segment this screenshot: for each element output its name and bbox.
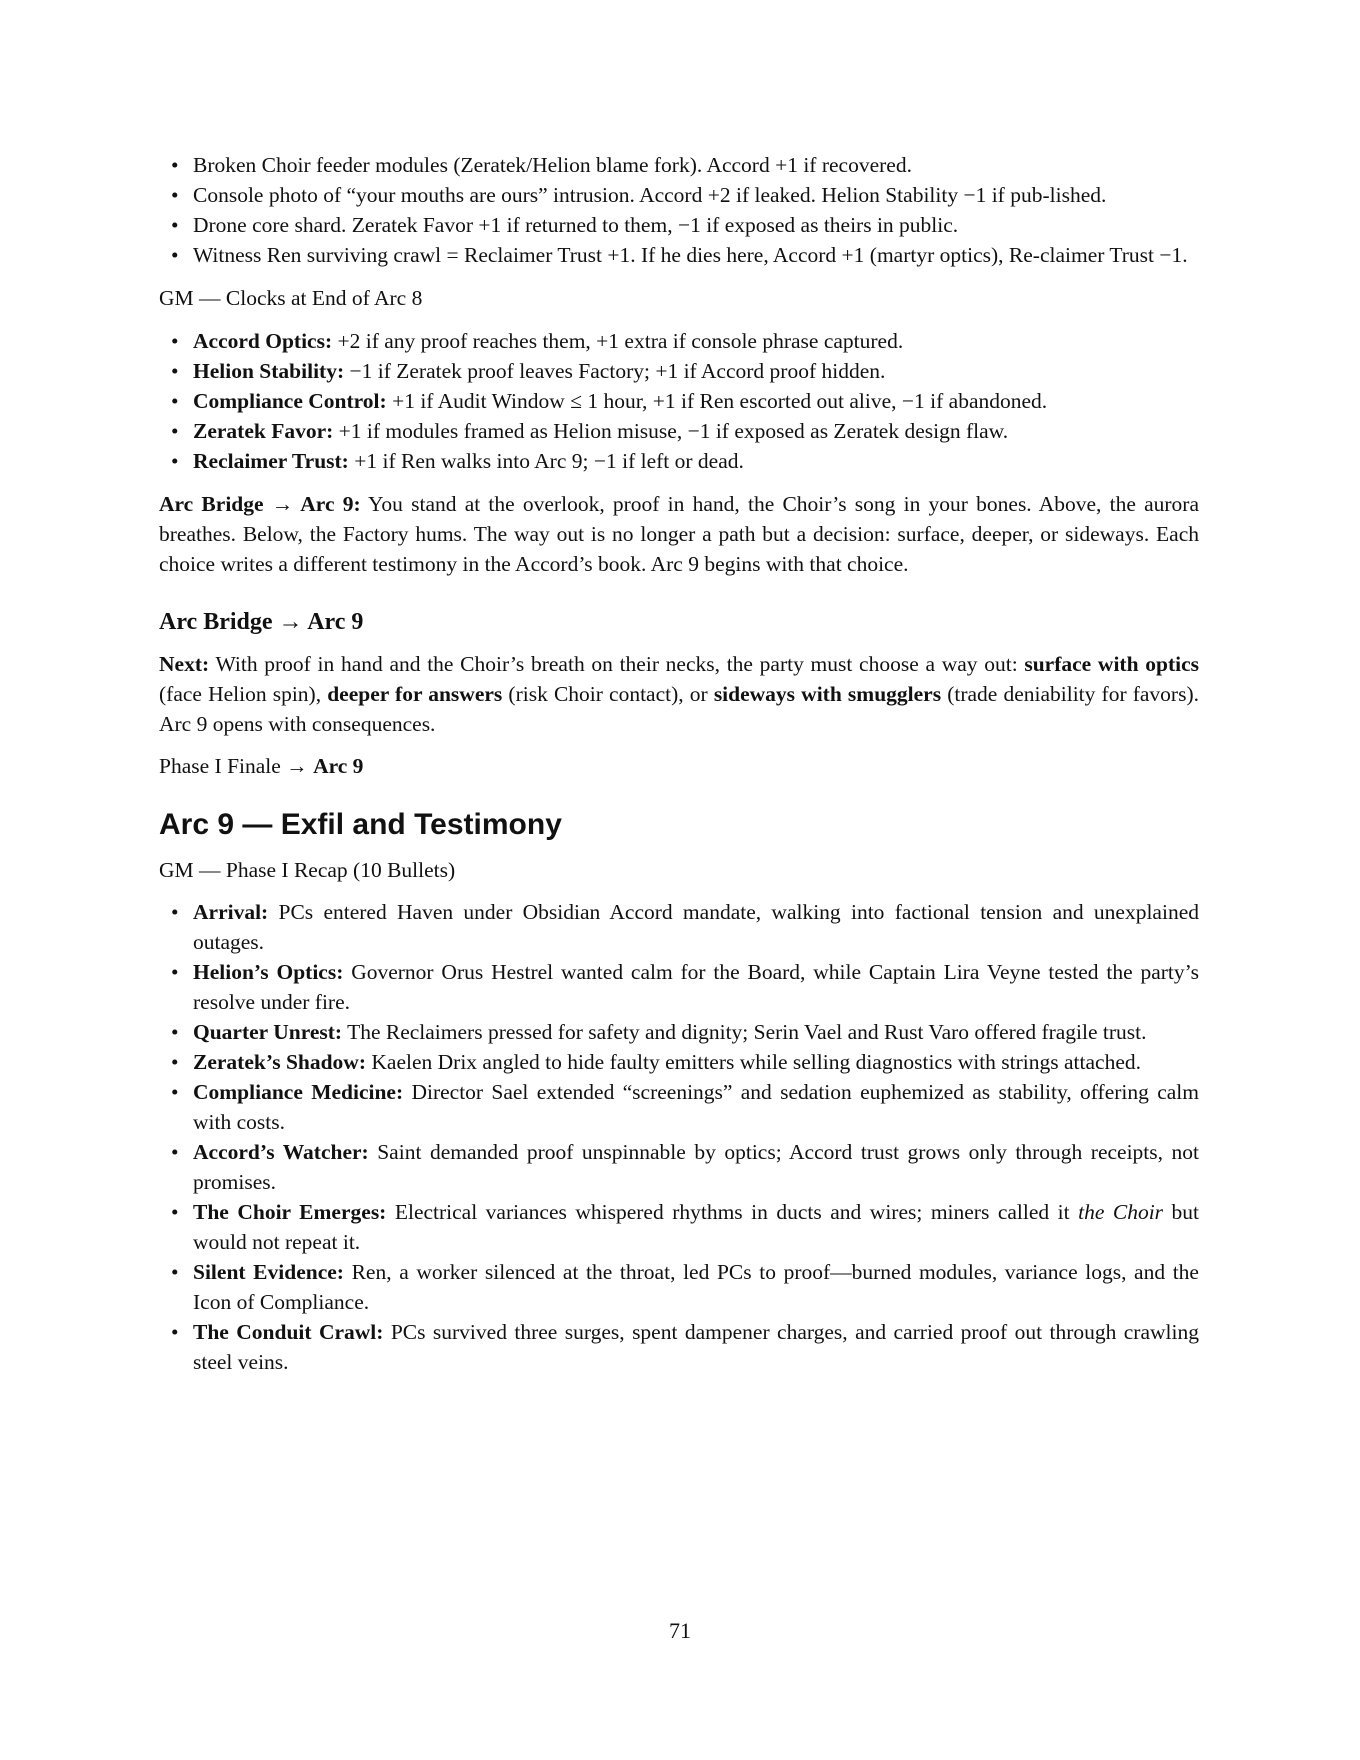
next-paragraph [159,649,1199,739]
next-text: (trade deniability for favors). Arc 9 opens with consequences. [159,682,1199,736]
option-surface: surface with optics [1024,652,1199,676]
page-number: 71 [669,1618,691,1643]
option-sideways: sideways with smugglers [713,682,942,706]
clock-term: Compliance Control: [193,389,387,413]
clock-text: +2 if any proof reaches them, +1 extra if console phrase captured. [332,329,904,353]
recap-term: The Conduit Crawl: [193,1320,384,1344]
recap-term: Compliance Medicine: [193,1080,404,1104]
bridge-heading: Arc Bridge → Arc 9 [159,609,364,635]
list-item: • Broken Choir feeder modules (Zeratek/Helion blame fork). Accord +1 if recovered. [193,150,1199,180]
recap-text: Director Sael extended “screenings” and sedation euphemized as stability, offering calm with costs. [193,1080,1199,1134]
clocks-list [159,326,1199,476]
clock-term: Helion Stability: [193,359,345,383]
arc9-heading: Arc 9 — Exfil and Testimony [159,808,562,841]
recap-text: Governor Orus Hestrel wanted calm for the Board, while Captain Lira Veyne tested the party’s resolve under fire. [193,960,1199,1014]
recap-term: Accord’s Watcher: [193,1140,369,1164]
list-item [193,1047,1199,1077]
list-item [193,416,1199,446]
evidence-list [159,150,1199,270]
clock-term: Zeratek Favor: [193,419,334,443]
finale-prefix: Phase I Finale → [159,754,314,778]
list-item [193,326,1199,356]
list-item: • Console photo of “your mouths are ours” intrusion. Accord +2 if leaked. Helion Stability −1 if pub-lished. [193,180,1199,210]
clock-text: +1 if modules framed as Helion misuse, −1 if exposed as Zeratek design flaw. [333,419,1009,443]
clocks-label: GM — Clocks at End of Arc 8 [159,286,423,310]
bridge-term: Arc Bridge → Arc 9: [159,492,361,516]
next-text: (risk Choir contact), or [502,682,714,706]
finale-line [159,751,1199,781]
recap-term: Arrival: [193,900,269,924]
list-item [193,897,1199,957]
list-item [193,1137,1199,1197]
list-item [193,446,1199,476]
recap-text: The Reclaimers pressed for safety and dignity; Serin Vael and Rust Varo offered fragile trust. [342,1020,1147,1044]
choir-italic: the Choir [1078,1200,1164,1224]
list-item [193,1017,1199,1047]
recap-term: Quarter Unrest: [193,1020,343,1044]
recap-text: Electrical variances whispered rhythms in ducts and wires; miners called it [386,1200,1079,1224]
recap-label: GM — Phase I Recap (10 Bullets) [159,858,456,882]
list-item [193,1197,1199,1257]
list-item [193,386,1199,416]
next-term: Next: [159,652,210,676]
bridge-text: You stand at the overlook, proof in hand, the Choir’s song in your bones. Above, the aurora breathes. Below, the Factory hums. The way out is no longer a path but a decision: surface, deeper, or sideways. Each choice writes a different testimony in the Accord’s book. Arc 9 begins with that choice. [159,492,1199,576]
next-text: With proof in hand and the Choir’s breath on their necks, the party must choose a way out: [209,652,1025,676]
list-item: • Witness Ren surviving crawl = Reclaimer Trust +1. If he dies here, Accord +1 (martyr optics), Re-claimer Trust −1. [193,240,1199,270]
list-item [193,1077,1199,1137]
recap-text-tail: but would not repeat it. [193,1200,1200,1254]
recap-term: Zeratek’s Shadow: [193,1050,366,1074]
clock-text: +1 if Ren walks into Arc 9; −1 if left or dead. [348,449,744,473]
recap-text: Saint demanded proof unspinnable by optics; Accord trust grows only through receipts, not promises. [193,1140,1200,1194]
list-item [193,356,1199,386]
recap-text: PCs entered Haven under Obsidian Accord mandate, walking into factional tension and unexplained outages. [193,900,1199,954]
recap-text: Ren, a worker silenced at the throat, led PCs to proof—burned modules, variance logs, and the Icon of Compliance. [193,1260,1199,1314]
recap-text: Kaelen Drix angled to hide faulty emitters while selling diagnostics with strings attached. [366,1050,1142,1074]
clock-text: +1 if Audit Window ≤ 1 hour, +1 if Ren escorted out alive, −1 if abandoned. [386,389,1048,413]
list-item [193,1257,1199,1317]
finale-arc: Arc 9 [313,754,364,778]
recap-term: Silent Evidence: [193,1260,344,1284]
recap-list [159,897,1199,1377]
option-deeper: deeper for answers [327,682,503,706]
page-content [159,150,1199,1377]
bridge-paragraph [159,489,1199,579]
list-item: • Drone core shard. Zeratek Favor +1 if returned to them, −1 if exposed as theirs in public. [193,210,1199,240]
list-item [193,957,1199,1017]
list-item [193,1317,1199,1377]
recap-term: The Choir Emerges: [193,1200,387,1224]
recap-term: Helion’s Optics: [193,960,344,984]
clock-term: Reclaimer Trust: [193,449,349,473]
clock-text: −1 if Zeratek proof leaves Factory; +1 if Accord proof hidden. [344,359,886,383]
next-text: (face Helion spin), [159,682,328,706]
clock-term: Accord Optics: [193,329,333,353]
recap-text: PCs survived three surges, spent dampener charges, and carried proof out through crawling steel veins. [193,1320,1199,1374]
